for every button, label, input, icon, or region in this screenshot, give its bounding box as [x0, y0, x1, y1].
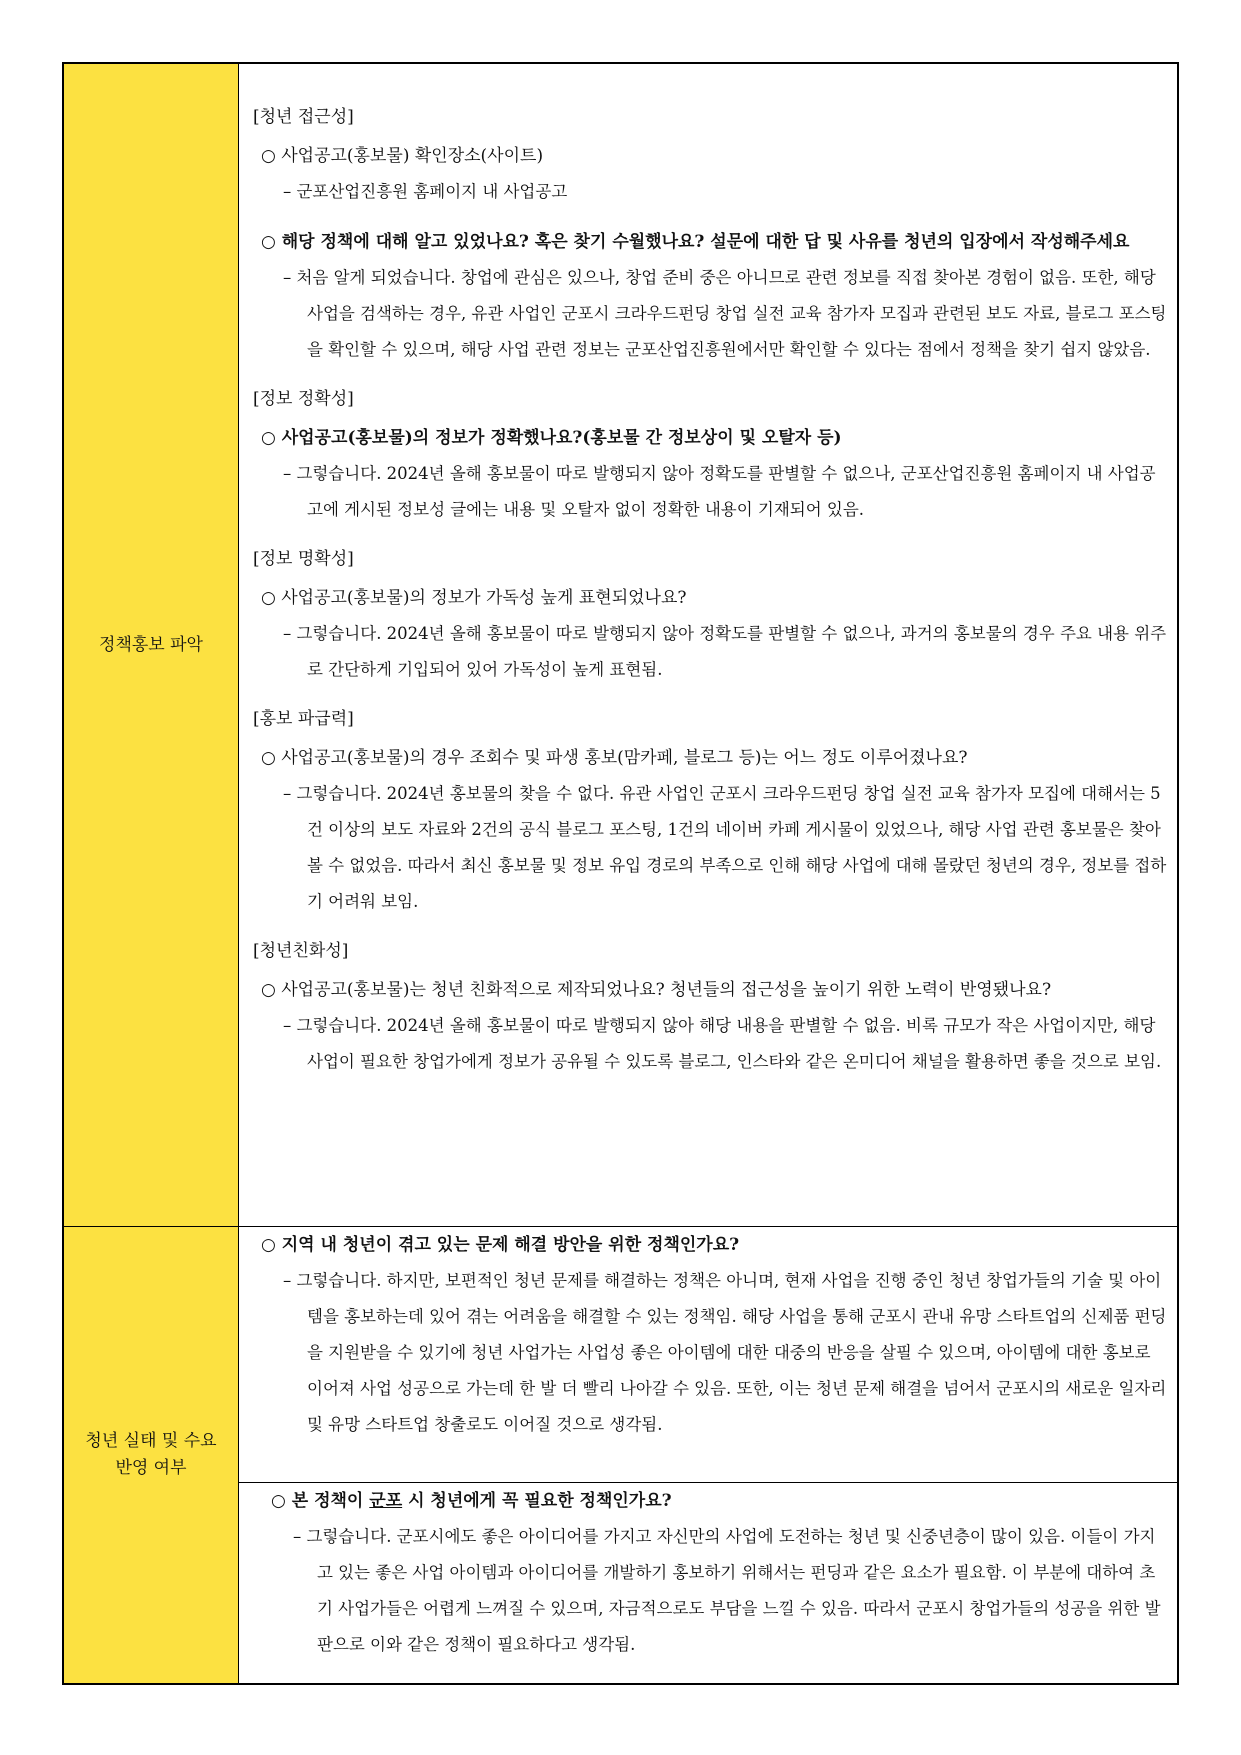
answer-clarity: – 그렇습니다. 2024년 올해 홍보물이 따로 발행되지 않아 정확도를 판별할 수 없으나, 과거의 홍보물의 경우 주요 내용 위주로 간단하게 기입되어 있어 가독성이 높게 표현됨.	[283, 624, 1167, 679]
city-name-underlined: 군포	[369, 1491, 403, 1511]
evaluation-table	[62, 62, 1179, 1685]
answer-youth-problem: – 그렇습니다. 하지만, 보편적인 청년 문제를 해결하는 정책은 아니며, 현재 사업을 진행 중인 청년 창업가들의 기술 및 아이템을 홍보하는데 있어 겪는 어려움을 해결할 수 있는 정책임. 해당 사업을 통해 군포시 관내 유망 스타트업의 신제품 펀딩을 지원받을 수 있기에 청년 사업가는 사업성 좋은 아이템에 대한 대중의 반응을 살필 수 있으며, 아이템에 대한 홍보로 이어져 사업 성공으로 가는데 한 발 더 빨리 나아갈 수 있음. 또한, 이는 청년 문제 해결을 넘어서 군포시의 새로운 일자리 및 유망 스타트업 창출로도 이어질 것으로 생각됨.	[283, 1271, 1167, 1434]
answer-awareness: – 처음 알게 되었습니다. 창업에 관심은 있으나, 창업 준비 중은 아니므로 관련 정보를 직접 찾아본 경험이 없음. 또한, 해당 사업을 검색하는 경우, 유관 사업인 군포시 크라우드펀딩 창업 실전 교육 참가자 모집과 관련된 보도 자료, 블로그 포스팅을 확인할 수 있으며, 해당 사업 관련 정보는 군포산업진흥원에서만 확인할 수 있다는 점에서 정책을 찾기 쉽지 않았음.	[283, 268, 1167, 359]
answer-promotion-site: – 군포산업진흥원 홈페이지 내 사업공고	[283, 182, 568, 201]
necessity-subcell	[239, 1483, 1177, 1663]
row-label-policy-promotion	[64, 64, 239, 1226]
row-label-text: 정책홍보 파악	[99, 634, 203, 655]
answer-necessity: – 그렇습니다. 군포시에도 좋은 아이디어를 가지고 자신만의 사업에 도전하는 청년 및 신중년층이 많이 있음. 이들이 가지고 있는 좋은 사업 아이템과 아이디어를 개발하기 홍보하기 위해서는 펀딩과 같은 요소가 필요함. 이 부분에 대하여 초기 사업가들은 어렵게 느껴질 수 있으며, 자금적으로도 부담을 느낄 수 있음. 따라서 군포시 창업가들의 성공을 위한 발판으로 이와 같은 정책이 필요하다고 생각됨.	[293, 1527, 1161, 1654]
section-header-accuracy: [정보 정확성]	[253, 389, 354, 409]
answer-accuracy: – 그렇습니다. 2024년 올해 홍보물이 따로 발행되지 않아 정확도를 판별할 수 없으나, 군포산업진흥원 홈페이지 내 사업공고에 게시된 정보성 글에는 내용 및 오탈자 없이 정확한 내용이 기재되어 있음.	[283, 464, 1156, 519]
policy-promotion-content	[239, 64, 1177, 1226]
answer-reach: – 그렇습니다. 2024년 홍보물의 찾을 수 없다. 유관 사업인 군포시 크라우드펀딩 창업 실전 교육 참가자 모집에 대해서는 5건 이상의 보도 자료와 2건의 공식 블로그 포스팅, 1건의 네이버 카페 게시물이 있었으나, 해당 사업 관련 홍보물은 찾아볼 수 없었음. 따라서 최신 홍보물 및 정보 유입 경로의 부족으로 인해 해당 사업에 대해 몰랐던 청년의 경우, 정보를 접하기 어려워 보임.	[283, 784, 1167, 911]
row-label-youth-demand	[64, 1227, 239, 1683]
policy-promotion-row	[64, 64, 1177, 1226]
question-necessity-prefix: ○ 본 정책이	[271, 1491, 364, 1511]
question-promotion-site: ○ 사업공고(홍보물) 확인장소(사이트)	[261, 146, 544, 166]
question-necessity	[263, 1483, 1167, 1519]
section-header-clarity: [정보 명확성]	[253, 549, 354, 569]
youth-problem-subcell	[239, 1227, 1177, 1483]
question-reach: ○ 사업공고(홍보물)의 경우 조회수 및 파생 홍보(맘카페, 블로그 등)는 어느 정도 이루어졌나요?	[261, 748, 968, 768]
question-youth-problem: ○ 지역 내 청년이 겪고 있는 문제 해결 방안을 위한 정책인가요?	[261, 1235, 740, 1255]
row-label-line2: 반영 여부	[115, 1458, 187, 1478]
question-clarity: ○ 사업공고(홍보물)의 정보가 가독성 높게 표현되었나요?	[261, 588, 687, 608]
question-necessity-suffix: 시 청년에게 꼭 필요한 정책인가요?	[408, 1491, 672, 1511]
section-header-youth-friendly: [청년친화성]	[253, 941, 349, 961]
question-awareness: ○ 해당 정책에 대해 알고 있었나요? 혹은 찾기 수월했나요? 설문에 대한 답 및 사유를 청년의 입장에서 작성해주세요	[261, 232, 1130, 252]
question-youth-friendly: ○ 사업공고(홍보물)는 청년 친화적으로 제작되었나요? 청년들의 접근성을 높이기 위한 노력이 반영됐나요?	[261, 980, 1052, 1000]
answer-youth-friendly: – 그렇습니다. 2024년 올해 홍보물이 따로 발행되지 않아 해당 내용을 판별할 수 없음. 비록 규모가 작은 사업이지만, 해당 사업이 필요한 창업가에게 정보가 공유될 수 있도록 블로그, 인스타와 같은 온미디어 채널을 활용하면 좋을 것으로 보임.	[283, 1016, 1162, 1071]
youth-demand-row	[64, 1226, 1177, 1683]
youth-demand-content	[239, 1227, 1177, 1683]
row-label-text	[85, 1428, 216, 1482]
question-accuracy: ○ 사업공고(홍보물)의 정보가 정확했나요?(홍보물 간 정보상이 및 오탈자 등)	[261, 428, 842, 448]
row-label-line1: 청년 실태 및 수요	[85, 1431, 217, 1451]
section-header-accessibility: [청년 접근성]	[253, 107, 354, 127]
section-header-reach: [홍보 파급력]	[253, 709, 354, 729]
